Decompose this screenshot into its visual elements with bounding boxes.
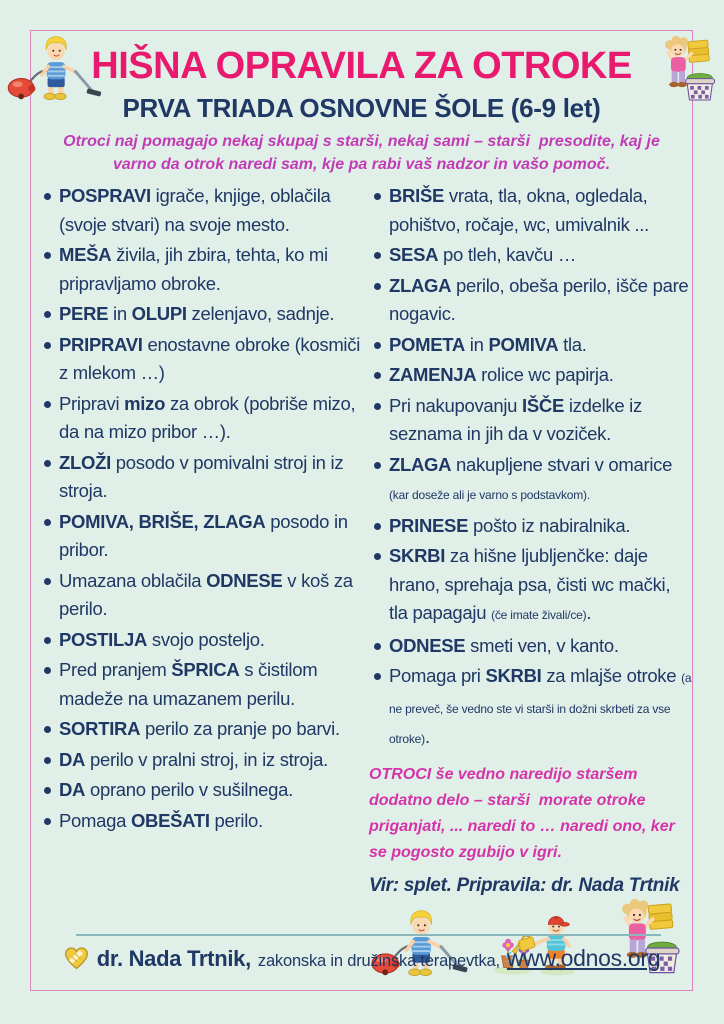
chore-item: SORTIRA perilo za pranje po barvi. xyxy=(41,715,363,744)
chore-column-left xyxy=(41,182,363,894)
chore-item: ZLAGA nakupljene stvari v omarice (kar doseže ali je varno s podstavkom). xyxy=(371,451,692,510)
chore-item: Pomaga OBEŠATI perilo. xyxy=(41,807,363,836)
chore-item: ZLAGA perilo, obeša perilo, išče pare nogavic. xyxy=(371,272,692,329)
intro-note: Otroci naj pomagajo nekaj skupaj s starši, nekaj sami – starši presodite, kaj je varno da otrok naredi sam, kje pa rabi vaš nadzor in vašo pomoč. xyxy=(63,133,665,173)
footer-website-link[interactable]: www.odnos.org xyxy=(506,945,661,971)
chore-item: Pred pranjem ŠPRICA s čistilom madeže na umazanem perilu. xyxy=(41,656,363,713)
chore-item: ODNESE smeti ven, v kanto. xyxy=(371,632,692,661)
chore-item: DA perilo v pralni stroj, in iz stroja. xyxy=(41,746,363,775)
footer xyxy=(31,945,692,972)
footer-divider xyxy=(76,934,661,936)
chore-item: Umazana oblačila ODNESE v koš za perilo. xyxy=(41,567,363,624)
chore-item: POSPRAVI igrače, knjige, oblačila (svoje stvari) na svoje mesto. xyxy=(41,182,363,239)
chore-item: PRIPRAVI enostavne obroke (kosmiči z mlekom …) xyxy=(41,331,363,388)
chore-item: DA oprano perilo v sušilnega. xyxy=(41,776,363,805)
page-title: HIŠNA OPRAVILA ZA OTROKE xyxy=(91,45,632,87)
chore-item: POMIVA, BRIŠE, ZLAGA posodo in pribor. xyxy=(41,508,363,565)
chore-item: PERE in OLUPI zelenjavo, sadnje. xyxy=(41,300,363,329)
chore-list-right xyxy=(371,182,692,754)
page-subtitle: PRVA TRIADA OSNOVNE ŠOLE (6-9 let) xyxy=(122,93,601,123)
chore-item: SKRBI za hišne ljubljenčke: daje hrano, sprehaja psa, čisti wc mački, tla papagaju (če imate živali/ce). xyxy=(371,542,692,630)
chore-item: POMETA in POMIVA tla. xyxy=(371,331,692,360)
chore-item: PRINESE pošto iz nabiralnika. xyxy=(371,512,692,541)
chore-item: BRIŠE vrata, tla, okna, ogledala, pohištvo, ročaje, wc, umivalnik ... xyxy=(371,182,692,239)
chore-item: Pripravi mizo za obrok (pobriše mizo, da na mizo pribor …). xyxy=(41,390,363,447)
chore-item: MEŠA živila, jih zbira, tehta, ko mi pripravljamo obroke. xyxy=(41,241,363,298)
chore-item: POSTILJA svojo posteljo. xyxy=(41,626,363,655)
chore-item: ZAMENJA rolice wc papirja. xyxy=(371,361,692,390)
warning-note: OTROCI še vedno naredijo staršem dodatno delo – starši morate otroke priganjati, ... naredi to … naredi ono, ker se pogosto zgubijo v igri. xyxy=(369,766,680,861)
footer-name: dr. Nada Trtnik, xyxy=(96,946,251,971)
handshake-heart-icon xyxy=(63,946,90,971)
bottom-notes-block xyxy=(369,762,685,976)
chore-item: Pomaga pri SKRBI za mlajše otroke (a ne preveč, še vedno ste vi starši in dožni skrbeti za vse otroke). xyxy=(371,662,692,754)
footer-role: zakonska in družinska terapevtka, xyxy=(257,952,500,970)
chore-list-left xyxy=(41,182,363,835)
vacuuming-boy-clipart xyxy=(2,30,106,100)
chore-item: SESA po tleh, kavču … xyxy=(371,241,692,270)
chore-item: Pri nakupovanju IŠČE izdelke iz seznama in jih da v voziček. xyxy=(371,392,692,449)
laundry-girl-clipart xyxy=(648,35,722,103)
source-note: Vir: splet. Pripravila: dr. Nada Trtnik xyxy=(369,875,680,896)
chore-item: ZLOŽI posodo v pomivalni stroj in iz stroja. xyxy=(41,449,363,506)
page-border-frame xyxy=(30,30,693,991)
